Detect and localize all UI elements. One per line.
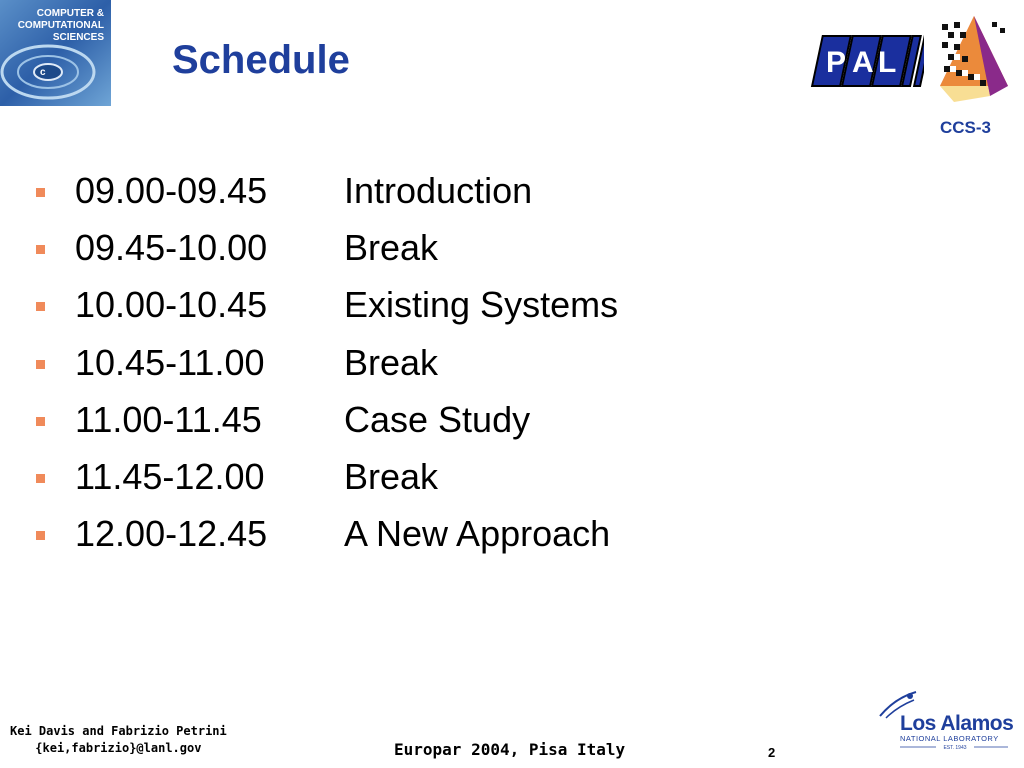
schedule-time: 09.00-09.45 — [75, 169, 268, 211]
los-alamos-est: EST. 1943 — [943, 745, 967, 751]
square-bullet-icon — [36, 302, 45, 311]
los-alamos-logo — [876, 688, 1014, 754]
schedule-topic: Break — [344, 341, 439, 383]
ccs-3-label: CCS-3 — [940, 118, 992, 137]
los-alamos-name: Los Alamos — [900, 712, 1014, 735]
schedule-item — [36, 334, 618, 391]
schedule-time: 12.00-12.45 — [75, 513, 268, 555]
pal-letter-a: A — [852, 46, 874, 79]
schedule-item — [36, 162, 618, 219]
footer-venue: Europar 2004, Pisa Italy — [394, 740, 626, 759]
square-bullet-icon — [36, 245, 45, 254]
schedule-time: 11.00-11.45 — [75, 398, 262, 440]
schedule-item — [36, 506, 618, 563]
schedule-item — [36, 277, 618, 334]
schedule-item — [36, 391, 618, 448]
schedule-topic: A New Approach — [344, 513, 611, 555]
footer-authors — [10, 723, 227, 757]
ccs-logo-line-3: SCIENCES — [52, 32, 104, 43]
square-bullet-icon — [36, 474, 45, 483]
svg-text:c: c — [40, 67, 46, 78]
schedule-item — [36, 448, 618, 505]
checkered-pyramid-logo — [934, 14, 1010, 106]
slide-title: Schedule — [172, 38, 350, 82]
author-email: {kei,fabrizio}@lanl.gov — [35, 741, 202, 755]
schedule-list — [36, 162, 618, 563]
pal-letter-l: L — [878, 46, 897, 79]
pal-letter-p: P — [826, 46, 847, 79]
author-names: Kei Davis and Fabrizio Petrini — [10, 724, 227, 738]
schedule-topic: Break — [344, 226, 439, 268]
schedule-topic: Case Study — [344, 398, 531, 440]
schedule-item — [36, 219, 618, 276]
page-number: 2 — [768, 745, 776, 760]
schedule-time: 10.00-10.45 — [75, 284, 268, 326]
schedule-topic: Existing Systems — [344, 284, 619, 326]
ccs-logo-line-1: COMPUTER & — [36, 8, 104, 19]
ccs-globe-logo — [0, 0, 111, 106]
schedule-topic: Introduction — [344, 169, 533, 211]
los-alamos-sub: NATIONAL LABORATORY — [900, 734, 999, 743]
square-bullet-icon — [36, 417, 45, 426]
ccs-logo-line-2: COMPUTATIONAL — [17, 20, 104, 31]
schedule-time: 09.45-10.00 — [75, 226, 268, 268]
square-bullet-icon — [36, 531, 45, 540]
schedule-time: 11.45-12.00 — [75, 456, 265, 498]
schedule-topic: Break — [344, 456, 439, 498]
pal-logo — [806, 30, 924, 92]
square-bullet-icon — [36, 360, 45, 369]
schedule-time: 10.45-11.00 — [75, 341, 265, 383]
square-bullet-icon — [36, 188, 45, 197]
